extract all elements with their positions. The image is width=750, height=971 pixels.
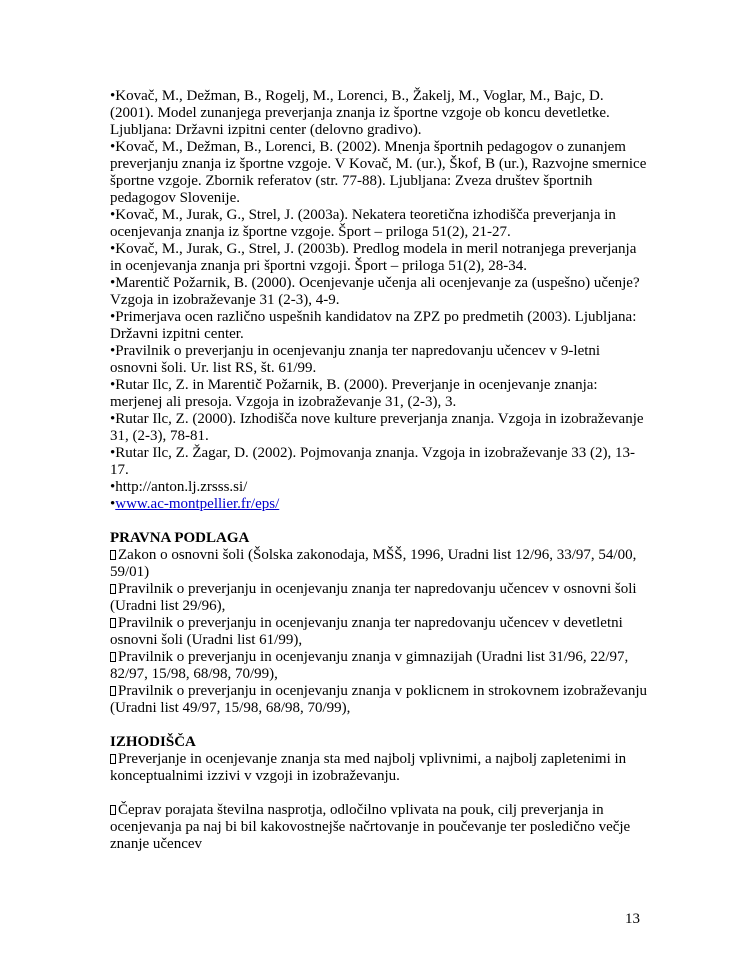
text-line (110, 700, 650, 717)
text-line (110, 173, 650, 190)
text-line (110, 615, 650, 632)
list-item (110, 343, 650, 377)
text-span: Pravilnik o preverjanju in ocenjevanju znanja ter napredovanju učencev v osnovni šoli (118, 581, 637, 597)
page-content (110, 88, 650, 853)
text-span: 59/01) (110, 564, 150, 580)
text-line (110, 462, 650, 479)
list-item (110, 649, 650, 683)
text-line (110, 683, 650, 700)
text-span: Ljubljana: Državni izpitni center (delovno gradivo). (110, 122, 422, 138)
text-line (110, 751, 650, 768)
text-line (110, 819, 650, 836)
text-span: Pravilnik o preverjanju in ocenjevanju znanja ter napredovanju učencev v 9-letni (115, 343, 601, 359)
bullet-icon: • (110, 445, 116, 461)
list-item (110, 309, 650, 343)
text-line (110, 360, 650, 377)
text-span: 82/97, 15/98, 68/98, 70/99), (110, 666, 278, 682)
text-line (110, 207, 650, 224)
text-line (110, 377, 650, 394)
text-line (110, 122, 650, 139)
list-item (110, 445, 650, 479)
bullet-icon: • (110, 479, 116, 495)
list-item (110, 241, 650, 275)
text-line (110, 309, 650, 326)
text-line (110, 666, 650, 683)
text-span: (Uradni list 49/97, 15/98, 68/98, 70/99), (110, 700, 351, 716)
text-span: preverjanju znanja iz športne vzgoje. V Kovač, M. (ur.), Škof, B (ur.), Razvojne smernice (110, 156, 647, 172)
text-line (110, 479, 650, 496)
text-line (110, 241, 650, 258)
text-span: 17. (110, 462, 129, 478)
text-span: športne vzgoje. Zbornik referatov (str. 77-88). Ljubljana: Zveza društev športnih (110, 173, 593, 189)
text-span: Pravilnik o preverjanju in ocenjevanju znanja v poklicnem in strokovnem izobraževanju (118, 683, 647, 699)
list-item (110, 207, 650, 241)
text-line (110, 581, 650, 598)
izhodisca-list (110, 751, 650, 853)
text-span: Kovač, M., Jurak, G., Strel, J. (2003a). Nekatera teoretična izhodišča preverjanja in (115, 207, 616, 223)
text-span: Kovač, M., Dežman, B., Lorenci, B. (2002). Mnenja športnih pedagogov o zunanjem (115, 139, 626, 155)
list-item (110, 411, 650, 445)
square-bullet-icon (110, 550, 116, 560)
text-span: 31, (2-3), 78-81. (110, 428, 209, 444)
text-line (110, 632, 650, 649)
text-span: Vzgoja in izobraževanje 31 (2-3), 4-9. (110, 292, 340, 308)
text-span: in ocenjevanja znanja pri športni vzgoji. Šport – priloga 51(2), 28-34. (110, 258, 527, 274)
text-span: Pravilnik o preverjanju in ocenjevanju znanja v gimnazijah (Uradni list 31/96, 22/97, (118, 649, 629, 665)
text-span: merjenej ali presoja. Vzgoja in izobraževanje 31, (2-3), 3. (110, 394, 457, 410)
text-line (110, 292, 650, 309)
bullet-icon: • (110, 309, 116, 325)
text-span: (Uradni list 29/96), (110, 598, 226, 614)
text-line (110, 598, 650, 615)
text-span: Čeprav porajata številna nasprotja, odločilno vplivata na pouk, cilj preverjanja in (118, 802, 604, 818)
bullet-icon: • (110, 377, 116, 393)
text-line (110, 836, 650, 853)
square-bullet-icon (110, 584, 116, 594)
bullet-icon: • (110, 343, 116, 359)
list-item (110, 547, 650, 581)
text-line (110, 768, 650, 785)
pravna-podlaga-list (110, 547, 650, 717)
text-span: Marentič Požarnik, B. (2000). Ocenjevanje učenja ali ocenjevanje za (uspešno) učenje? (115, 275, 640, 291)
text-line (110, 411, 650, 428)
text-line (110, 326, 650, 343)
list-item (110, 496, 650, 513)
list-item (110, 275, 650, 309)
text-line (110, 394, 650, 411)
bullet-icon: • (110, 241, 116, 257)
text-span: Zakon o osnovni šoli (Šolska zakonodaja, MŠŠ, 1996, Uradni list 12/96, 33/97, 54/00, (118, 547, 637, 563)
text-line (110, 224, 650, 241)
text-span: Rutar Ilc, Z. in Marentič Požarnik, B. (2000). Preverjanje in ocenjevanje znanja: (115, 377, 598, 393)
section-izhodisca (110, 734, 650, 853)
text-span: Kovač, M., Dežman, B., Rogelj, M., Lorenci, B., Žakelj, M., Voglar, M., Bajc, D. (115, 88, 604, 104)
text-span: (2001). Model zunanjega preverjanja znanja iz športne vzgoje ob koncu devetletke. (110, 105, 610, 121)
text-line (110, 428, 650, 445)
text-span: Rutar Ilc, Z. (2000). Izhodišča nove kulture preverjanja znanja. Vzgoja in izobraževanje (115, 411, 644, 427)
izhodisca-heading: IZHODIŠČA (110, 734, 196, 750)
text-span: Pravilnik o preverjanju in ocenjevanju znanja ter napredovanju učencev v devetletni (118, 615, 623, 631)
text-span: Državni izpitni center. (110, 326, 244, 342)
text-span: http://anton.lj.zrsss.si/ (115, 479, 248, 495)
list-item (110, 802, 650, 853)
section-pravna-podlaga (110, 530, 650, 717)
list-item (110, 581, 650, 615)
text-span: ocenjevanja znanja iz športne vzgoje. Šport – priloga 51(2), 21-27. (110, 224, 511, 240)
text-span: Kovač, M., Jurak, G., Strel, J. (2003b). Predlog modela in meril notranjega preverjanja (115, 241, 637, 257)
bullet-icon: • (110, 139, 116, 155)
text-span: pedagogov Slovenije. (110, 190, 240, 206)
text-span: konceptualnimi izzivi v vzgoji in izobraževanju. (110, 768, 400, 784)
bullet-icon: • (110, 275, 116, 291)
text-line (110, 496, 650, 513)
text-line (110, 139, 650, 156)
square-bullet-icon (110, 754, 116, 764)
references-list (110, 88, 650, 513)
text-span: Rutar Ilc, Z. Žagar, D. (2002). Pojmovanja znanja. Vzgoja in izobraževanje 33 (2), 13- (115, 445, 636, 461)
page-number: 13 (625, 911, 640, 927)
text-line (110, 156, 650, 173)
text-span: osnovni šoli. Ur. list RS, št. 61/99. (110, 360, 317, 376)
list-item (110, 683, 650, 717)
square-bullet-icon (110, 686, 116, 696)
list-item (110, 615, 650, 649)
text-span: Preverjanje in ocenjevanje znanja sta med najbolj vplivnimi, a najbolj zapletenimi in (118, 751, 627, 767)
text-span: osnovni šoli (Uradni list 61/99), (110, 632, 303, 648)
list-item (110, 377, 650, 411)
square-bullet-icon (110, 805, 116, 815)
pravna-podlaga-heading: PRAVNA PODLAGA (110, 530, 250, 546)
text-line (110, 190, 650, 207)
text-line (110, 343, 650, 360)
text-line (110, 564, 650, 581)
bullet-icon: • (110, 88, 116, 104)
text-span: znanje učencev (110, 836, 203, 852)
list-item (110, 751, 650, 785)
text-line (110, 258, 650, 275)
text-span: Primerjava ocen različno uspešnih kandidatov na ZPZ po predmetih (2003). Ljubljana: (115, 309, 637, 325)
bullet-icon: • (110, 496, 116, 512)
text-line (110, 88, 650, 105)
bullet-icon: • (110, 411, 116, 427)
square-bullet-icon (110, 652, 116, 662)
text-span: ocenjevanja pa naj bi bil kakovostnejše načrtovanje in poučevanje ter posledično večje (110, 819, 631, 835)
text-line (110, 105, 650, 122)
text-line (110, 649, 650, 666)
text-line (110, 445, 650, 462)
hyperlink[interactable]: www.ac-montpellier.fr/eps/ (115, 496, 280, 512)
square-bullet-icon (110, 618, 116, 628)
list-item (110, 88, 650, 139)
bullet-icon: • (110, 207, 116, 223)
text-line (110, 547, 650, 564)
list-item (110, 479, 650, 496)
list-item (110, 139, 650, 207)
text-line (110, 802, 650, 819)
text-line (110, 275, 650, 292)
